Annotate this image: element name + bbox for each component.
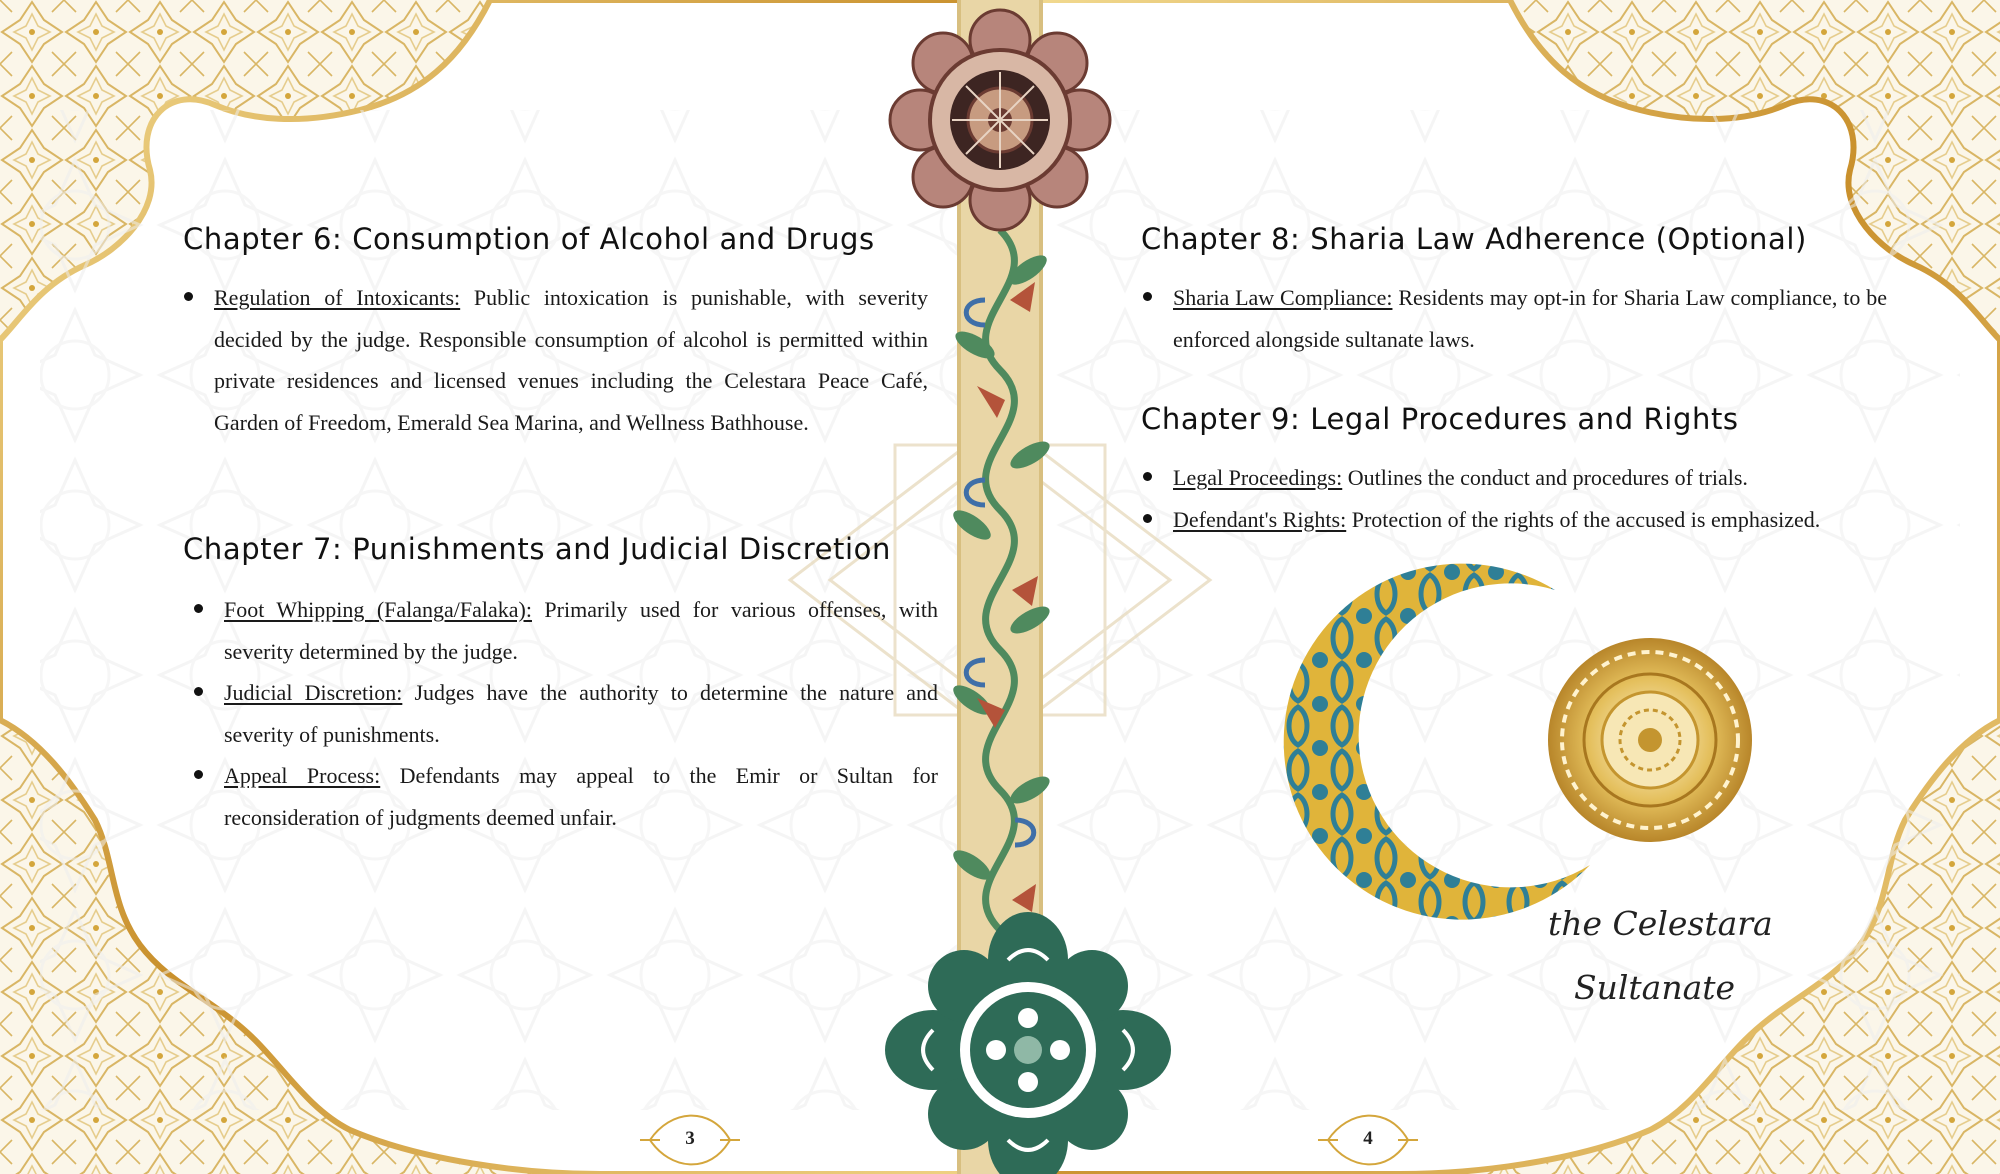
- list-item: [1139, 277, 1887, 360]
- list-item: [1139, 499, 1887, 541]
- emblem-title-line1: the Celestara: [1548, 904, 1773, 943]
- bullet-icon: [194, 687, 203, 696]
- item-term: Legal Proceedings:: [1173, 465, 1343, 490]
- page-number-right: 4: [1363, 1128, 1373, 1149]
- chapter-9-list: [1139, 457, 1887, 540]
- bullet-icon: [194, 604, 203, 613]
- item-term: Appeal Process:: [224, 763, 381, 788]
- item-text: Primarily used for various offenses, with severity determined by the judge.: [224, 597, 938, 664]
- item-text: Defendants may appeal to the Emir or Sultan for reconsideration of judgments deemed unfair.: [224, 763, 939, 830]
- bullet-icon: [194, 770, 203, 779]
- item-text: Outlines the conduct and procedures of trials.: [1342, 465, 1748, 490]
- item-term: Regulation of Intoxicants:: [214, 285, 461, 310]
- chapter-7-heading: Chapter 7: Punishments and Judicial Discretion: [183, 532, 891, 566]
- bullet-icon: [1143, 514, 1152, 523]
- item-term: Judicial Discretion:: [224, 680, 403, 705]
- emblem-title-line2: Sultanate: [1574, 968, 1736, 1007]
- item-term: Sharia Law Compliance:: [1173, 285, 1393, 310]
- bullet-icon: [184, 292, 193, 301]
- bullet-icon: [1143, 292, 1152, 301]
- chapter-8-list: [1139, 277, 1887, 360]
- bullet-icon: [1143, 472, 1152, 481]
- item-term: Defendant's Rights:: [1173, 506, 1347, 532]
- list-item: [1139, 457, 1887, 499]
- item-term: Foot Whipping (Falanga/Falaka):: [224, 597, 532, 622]
- list-item: [190, 755, 938, 838]
- item-text: Protection of the rights of the accused is emphasized.: [1346, 506, 1821, 532]
- chapter-6-list: [180, 277, 928, 443]
- chapter-7-list: [190, 589, 938, 838]
- list-item: [180, 277, 928, 443]
- page-number-left: 3: [685, 1128, 695, 1149]
- item-text: Judges have the authority to determine the nature and severity of punishments.: [224, 680, 938, 747]
- item-text: Public intoxication is punishable, with severity decided by the judge. Responsible consumption of alcohol is permitted within private residences and licensed venues including the Celestara Peace Café, Garden of Freedom, Emerald Sea Marina, and Wellness Bathhouse.: [214, 285, 929, 435]
- chapter-8-heading: Chapter 8: Sharia Law Adherence (Optional): [1141, 222, 1807, 256]
- item-text: Residents may opt-in for Sharia Law compliance, to be enforced alongside sultanate laws.: [1173, 285, 1887, 352]
- chapter-6-heading: Chapter 6: Consumption of Alcohol and Drugs: [183, 222, 875, 256]
- chapter-9-heading: Chapter 9: Legal Procedures and Rights: [1141, 402, 1739, 436]
- list-item: [190, 672, 938, 755]
- list-item: [190, 589, 938, 672]
